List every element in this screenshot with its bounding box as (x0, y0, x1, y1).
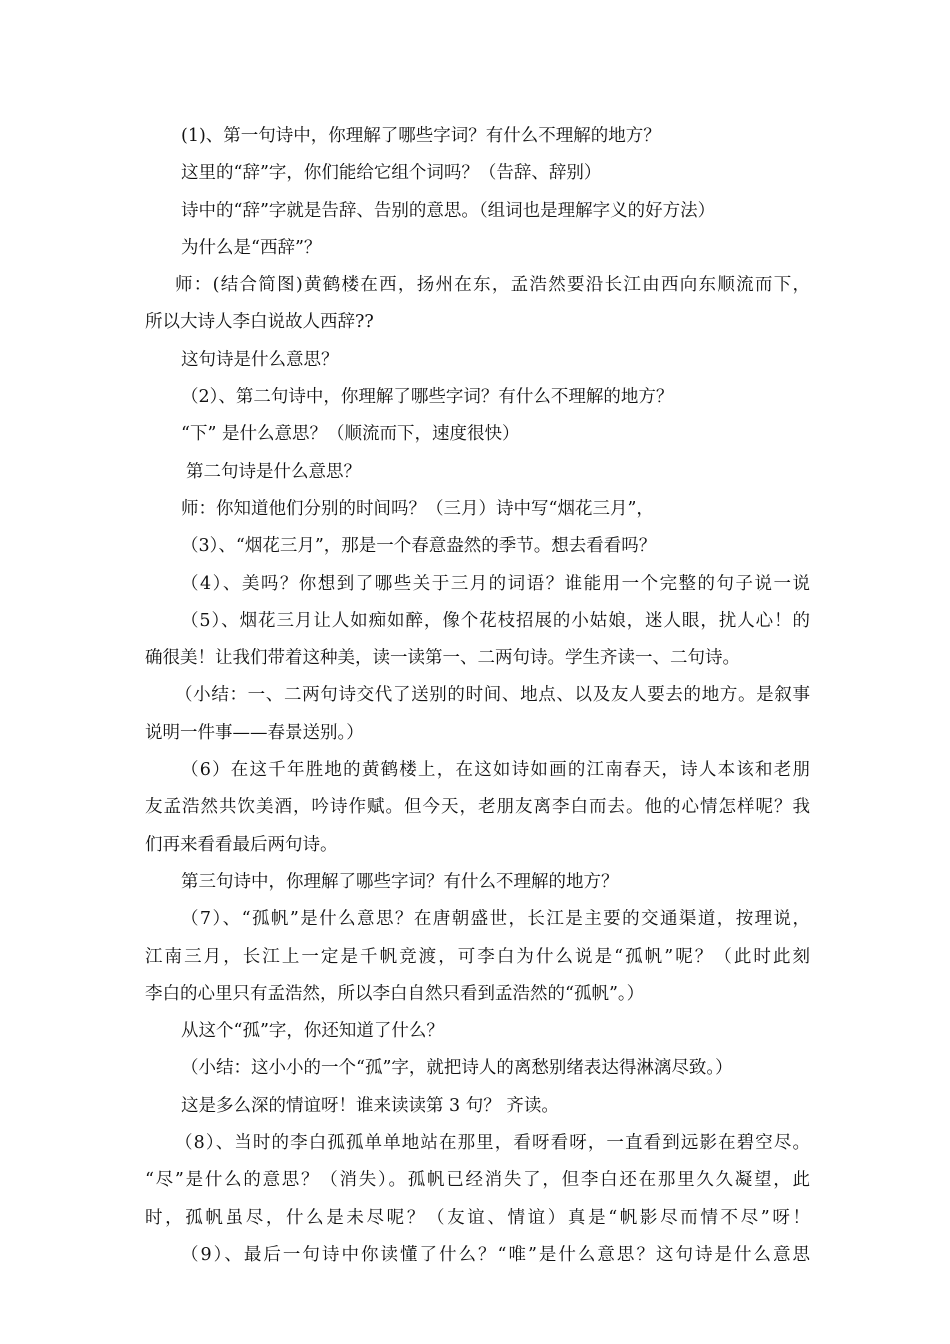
paragraph-line: 友孟浩然共饮美酒，吟诗作赋。但今天，老朋友离李白而去。他的心情怎样呢？我 (145, 797, 810, 818)
paragraph-line: 时，孤帆虽尽，什么是未尽呢？（友谊、情谊）真是“帆影尽而情不尽”呀！ (145, 1207, 810, 1228)
paragraph-line: （4）、美吗？你想到了哪些关于三月的词语？谁能用一个完整的句子说一说 (181, 573, 810, 594)
paragraph-line: 第二句诗是什么意思？ (186, 461, 361, 482)
paragraph-line: 确很美！让我们带着这种美，读一读第一、二两句诗。学生齐读一、二句诗。 (145, 648, 740, 669)
paragraph-line: 第三句诗中，你理解了哪些字词？有什么不理解的地方？ (181, 871, 619, 892)
paragraph-line: （2）、第二句诗中，你理解了哪些字词？有什么不理解的地方？ (181, 387, 674, 408)
paragraph-line: （6）在这千年胜地的黄鹤楼上，在这如诗如画的江南春天，诗人本该和老朋 (181, 760, 810, 781)
paragraph-line: 这句诗是什么意思？ (181, 349, 339, 370)
paragraph-line: 说明一件事——春景送别。） (145, 722, 364, 743)
paragraph-line: (1)、第一句诗中，你理解了哪些字词？有什么不理解的地方？ (181, 126, 661, 146)
paragraph-line: （5）、烟花三月让人如痴如醉，像个花枝招展的小姑娘，迷人眼，扰人心！的 (181, 610, 810, 631)
paragraph-line: 这里的“辞”字，你们能给它组个词吗？（告辞、辞别） (181, 163, 602, 184)
paragraph-line: 所以大诗人李白说故人西辞?? (145, 312, 374, 333)
paragraph-line: 师：(结合简图)黄鹤楼在西，扬州在东，孟浩然要沿长江由西向东顺流而下， (175, 275, 810, 296)
paragraph-line: 江南三月，长江上一定是千帆竞渡，可李白为什么说是“孤帆”呢？（此时此刻 (145, 946, 810, 967)
paragraph-line: 诗中的“辞”字就是告辞、告别的意思。（组词也是理解字义的好方法） (181, 200, 716, 221)
paragraph-line: 这是多么深的情谊呀！谁来读读第 3 句？ 齐读。 (181, 1095, 559, 1116)
paragraph-line: （9）、最后一句诗中你读懂了什么？“唯”是什么意思？这句诗是什么意思 (181, 1244, 810, 1265)
paragraph-line: 李白的心里只有孟浩然，所以李白自然只看到孟浩然的“孤帆”。） (145, 983, 645, 1004)
paragraph-line: “尽”是什么的意思？（消失）。孤帆已经消失了，但李白还在那里久久凝望，此 (145, 1170, 810, 1191)
paragraph-line: （小结：一、二两句诗交代了送别的时间、地点、以及友人要去的地方。是叙事 (175, 685, 810, 706)
paragraph-line: 们再来看看最后两句诗。 (145, 834, 338, 855)
paragraph-line: （7）、“孤帆”是什么意思？在唐朝盛世，长江是主要的交通渠道，按理说， (181, 909, 810, 930)
document-body (145, 118, 810, 1274)
paragraph-line: 为什么是“西辞”？ (181, 237, 322, 258)
paragraph-line: （8）、当时的李白孤孤单单地站在那里，看呀看呀，一直看到远影在碧空尽。 (175, 1133, 810, 1154)
paragraph-line: （小结：这小小的一个“孤”字，就把诗人的离愁别绪表达得淋漓尽致。） (181, 1058, 733, 1079)
paragraph-line: （3）、“烟花三月”，那是一个春意盎然的季节。想去看看吗？ (181, 536, 657, 557)
paragraph-line: “下” 是什么意思？（顺流而下，速度很快） (181, 424, 520, 445)
paragraph-line: 从这个“孤”字，你还知道了什么？ (181, 1021, 444, 1042)
paragraph-line: 师：你知道他们分别的时间吗？（三月）诗中写“烟花三月”， (181, 498, 654, 519)
